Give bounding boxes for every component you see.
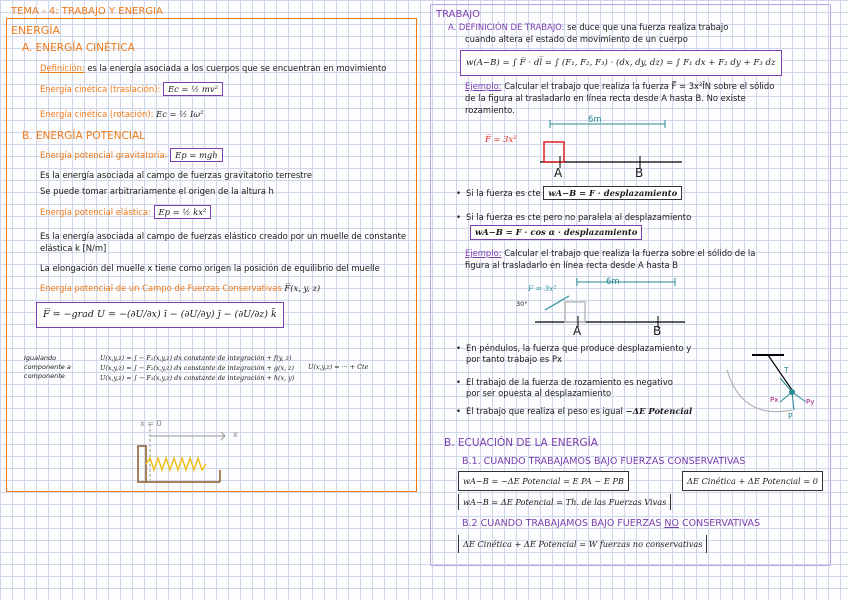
- figure2-point-a: A: [573, 324, 582, 338]
- example2-line2: figura al trasladarlo en línea recta desde A hasta B: [465, 260, 679, 270]
- constant-force-formula: wA−B = F · desplazamiento: [543, 186, 682, 200]
- pendulum-bob: [789, 389, 795, 395]
- energia-cinetica-title: A. ENERGÍA CINÉTICA: [22, 42, 135, 54]
- figure2-point-b: B: [653, 324, 662, 338]
- example2-line1: Ejemplo: Calcular el trabajo que realiza la fuerza sobre el sólido de la: [465, 248, 756, 258]
- figure1-block: [544, 142, 564, 162]
- figure1-point-a: A: [554, 166, 563, 180]
- integration-result: U(x,y,z) = ··· + Cte: [308, 363, 369, 371]
- weight-work-formula: −ΔE Potencial: [625, 406, 693, 416]
- work-integral-formula: w(A−B) = ∫ F̅ · dl̅ = ∫ (F₁, F₂, F₃) · (dx, dy, dz) = ∫ F₁ dx + F₂ dy + F₃ dz: [460, 50, 782, 76]
- pendulum-t-label: T: [784, 366, 789, 375]
- trabajo-header: TRABAJO: [436, 9, 481, 20]
- nonparallel-force-formula: wA−B = F · cos α · desplazamiento: [470, 225, 642, 240]
- pendulum-diagram: [722, 350, 827, 425]
- bullet-constant-force: • Si la fuerza es cte wA−B = F · desplazamiento: [466, 188, 682, 199]
- bullet-weight: • El trabajo que realiza el peso es igual −ΔE Potencial: [466, 406, 692, 417]
- equal-label: Igualando componente a componente: [24, 354, 71, 380]
- kinetic-translation: Energía cinética (traslación): Ec = ½ mv²: [40, 84, 223, 95]
- figure2-distance-label: 6m: [606, 276, 620, 286]
- kinetic-rotation: Energía cinética (rotación): Ec = ½ Iω²: [40, 109, 204, 119]
- example1-line2: de la figura al trasladarlo en línea recta desde A hasta B. No existe: [465, 93, 746, 103]
- grav-origin: Se puede tomar arbitrariamente el origen de la altura h: [40, 186, 274, 196]
- bullet-nonparallel-force: • Si la fuerza es cte pero no paralela al desplazamiento: [466, 212, 691, 223]
- definicion-trabajo: A. DEFINICIÓN DE TRABAJO: se duce que una fuerza realiza trabajo: [448, 22, 729, 32]
- example1-line1: Ejemplo: Calcular el trabajo que realiza la fuerza F̅ = 3x²ĪN sobre el sólido: [465, 81, 775, 91]
- kinetic-translation-formula: Ec = ½ mv²: [163, 82, 223, 96]
- figure1-distance-label: 6m: [588, 114, 602, 124]
- elastic-potential-formula: Ep = ½ kx²: [154, 205, 212, 219]
- conservative-formula-2: ΔE Cinética + ΔE Potencial = 0: [682, 471, 823, 491]
- definicion-trabajo-2: cuando altera el estado de movimiento de un cuerpo: [465, 34, 688, 44]
- integration-equations: U(x,y,z) = ∫ − F₁(x,y,z) dx constante de integración + f(y, z) U(x,y,z) = ∫ − F₂(x,y,z) dx constante de integración + g(x, z) U(x,y,z) = ∫ − F₃(x,y,z) dx constante de integración + h(x, y): [100, 354, 295, 382]
- figure2-block: [565, 302, 585, 322]
- grav-potential-formula: Ep = mgh: [170, 148, 223, 162]
- conservative-formula-1: wA−B = −ΔE Potencial = E PA − E PB: [458, 471, 629, 491]
- elastic-potential: Energía potencial elástica: Ep = ½ kx²: [40, 207, 211, 218]
- figure1-point-b: B: [635, 166, 644, 180]
- kinetic-rotation-formula: Ec = ½ Iω²: [156, 109, 204, 119]
- nonconservative-forces-title: B.2 CUANDO TRABAJAMOS BAJO FUERZAS NO CONSERVATIVAS: [462, 518, 761, 529]
- figure1-force-label: F̅ = 3x²: [485, 134, 517, 144]
- energia-title: ENERGÍA: [11, 24, 61, 37]
- spring-wall: [138, 446, 146, 482]
- gradient-formula: F̅ = −grad U = −(∂U/∂x) ī − (∂U/∂y) j̄ − (∂U/∂z) k̄: [36, 302, 284, 328]
- figure1-diagram: [520, 118, 690, 178]
- left-header: TEMA - 4: TRABAJO Y ENERGIA: [11, 6, 163, 17]
- grav-potential: Energía potencial gravitatoria: Ep = mgh: [40, 150, 223, 161]
- conservative-forces-title: B.1. CUANDO TRABAJAMOS BAJO FUERZAS CONSERVATIVAS: [462, 456, 746, 467]
- conservative-field: Energía potencial de un Campo de Fuerzas Conservativas F̅(x, y, z): [40, 283, 321, 293]
- energia-potencial-title: B. ENERGÍA POTENCIAL: [22, 130, 146, 142]
- elastic-origin: La elongación del muelle x tiene como origen la posición de equilibrio del muelle: [40, 263, 380, 273]
- elastic-desc: Es la energía asociada al campo de fuerzas elástico creado por un muelle de constante elástica k [N/m]: [40, 231, 407, 253]
- grav-desc: Es la energía asociada al campo de fuerzas gravitatorio terrestre: [40, 170, 312, 180]
- figure2-angle-label: 30°: [516, 300, 528, 308]
- spring-x0-label: x = 0: [140, 419, 162, 428]
- pendulum-py-label: Py: [806, 398, 815, 406]
- nonconservative-formula: ΔE Cinética + ΔE Potencial = W fuerzas no conservativas: [458, 535, 707, 553]
- bullet-pendulum: • En péndulos, la fuerza que produce desplazamiento y por tanto trabajo es Px: [466, 343, 691, 365]
- spring-x-label: x: [233, 430, 238, 439]
- ecuacion-energia-title: B. ECUACIÓN DE LA ENERGÍA: [444, 437, 598, 449]
- bullet-friction: • El trabajo de la fuerza de rozamiento es negativo por ser opuesta al desplazamiento: [466, 377, 673, 399]
- spring-diagram: [120, 420, 250, 490]
- conservative-formula-3: wA−B = ΔE Potencial = Th. de las Fuerzas Vivas: [458, 494, 671, 510]
- pendulum-px-label: Px: [770, 396, 779, 404]
- example1-line3: rozamiento.: [465, 105, 515, 115]
- figure2-force-label: F = 3x²: [528, 284, 557, 293]
- spring: [146, 458, 206, 470]
- pendulum-p-label: P: [788, 412, 793, 421]
- definicion-line: Definición: es la energía asociada a los cuerpos que se encuentran en movimiento: [40, 63, 387, 73]
